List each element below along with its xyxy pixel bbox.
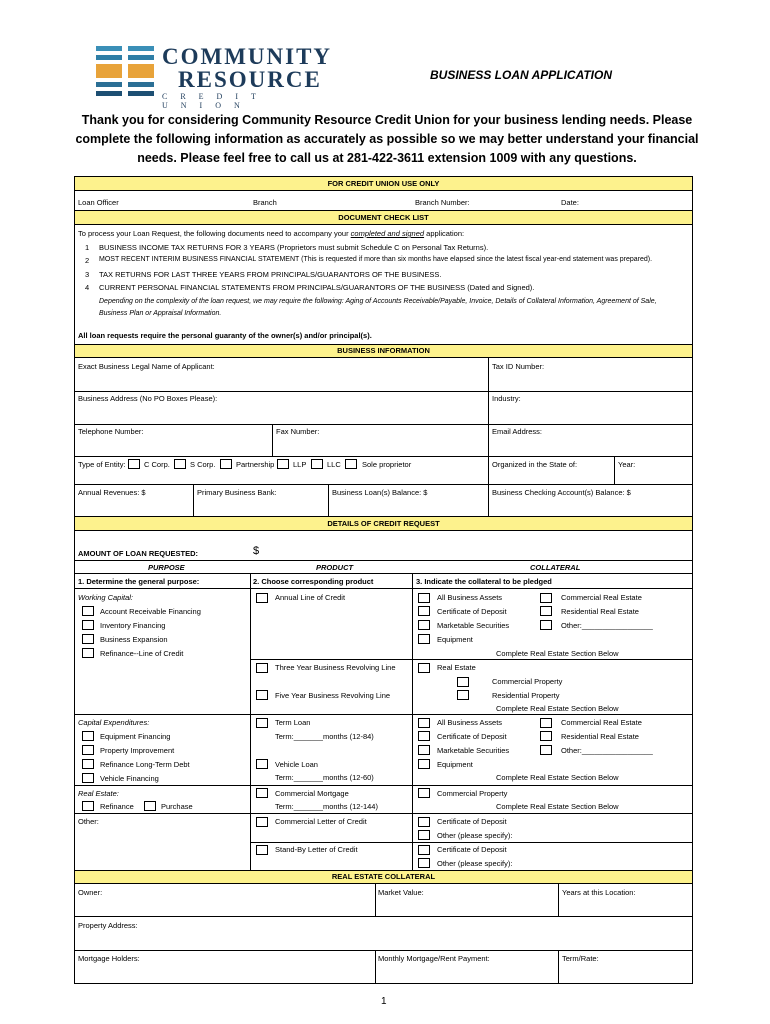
ccorp-checkbox[interactable] xyxy=(128,459,140,469)
loan-amount-field[interactable]: $ xyxy=(253,545,260,557)
commercial-loc-checkbox[interactable] xyxy=(256,817,268,827)
refinance-checkbox[interactable] xyxy=(82,801,94,811)
cd-checkbox[interactable] xyxy=(418,731,430,741)
doc-check-intro xyxy=(78,229,464,238)
fax-field[interactable]: Fax Number: xyxy=(276,427,320,436)
divider xyxy=(193,484,194,516)
business-info-header: BUSINESS INFORMATION xyxy=(74,344,693,358)
purchase-label: Purchase xyxy=(161,802,193,811)
wc-item-label: Business Expansion xyxy=(100,635,168,644)
doc-check-intro-emphasis: completed and signed xyxy=(350,229,425,238)
commercial-mortgage-label: Commercial Mortgage xyxy=(275,789,349,798)
cd-label: Certificate of Deposit xyxy=(437,845,507,854)
divider xyxy=(488,424,489,484)
logo-line3: CREDIT UNION xyxy=(162,92,269,110)
years-location-field[interactable]: Years at this Location: xyxy=(562,888,636,897)
working-capital-label: Working Capital: xyxy=(78,593,134,602)
divider xyxy=(614,456,615,484)
residential-re-checkbox[interactable] xyxy=(540,731,552,741)
email-field[interactable]: Email Address: xyxy=(492,427,543,436)
doc-item-num: 1 xyxy=(85,243,90,252)
sole-proprietor-checkbox[interactable] xyxy=(345,459,357,469)
real-estate-label: Real Estate xyxy=(437,663,476,672)
business-address-field[interactable]: Business Address (No PO Boxes Please): xyxy=(78,394,218,403)
other-specify-checkbox[interactable] xyxy=(418,858,430,868)
scorp-checkbox[interactable] xyxy=(174,459,186,469)
commercial-mortgage-checkbox[interactable] xyxy=(256,788,268,798)
collateral-label: Other:_________________ xyxy=(561,621,653,630)
annual-loc-label: Annual Line of Credit xyxy=(275,593,346,602)
checking-balance-field[interactable]: Business Checking Account(s) Balance: $ xyxy=(492,488,631,497)
other-purpose-label: Other: xyxy=(78,817,99,826)
logo xyxy=(96,44,346,110)
property-address-field[interactable]: Property Address: xyxy=(78,921,138,930)
divider xyxy=(250,574,251,870)
step2-label: 2. Choose corresponding product xyxy=(253,577,374,586)
five-year-line-label: Five Year Business Revolving Line xyxy=(275,691,391,700)
term-144-field[interactable]: Term:_______months (12-144) xyxy=(275,802,378,811)
other-collateral-checkbox[interactable] xyxy=(540,620,552,630)
divider xyxy=(558,884,559,916)
step1-label: 1. Determine the general purpose: xyxy=(78,577,200,586)
other-specify-label: Other (please specify): xyxy=(437,859,513,868)
industry-field[interactable]: Industry: xyxy=(492,394,521,403)
primary-bank-field[interactable]: Primary Business Bank: xyxy=(197,488,277,497)
mortgage-holders-field[interactable]: Mortgage Holders: xyxy=(78,954,140,963)
divider xyxy=(74,391,693,392)
refinance-label: Refinance xyxy=(100,802,134,811)
loans-balance-field[interactable]: Business Loan(s) Balance: $ xyxy=(332,488,428,497)
divider xyxy=(74,714,693,715)
annual-revenues-field[interactable]: Annual Revenues: $ xyxy=(78,488,146,497)
securities-checkbox[interactable] xyxy=(418,745,430,755)
divider xyxy=(250,659,693,660)
loan-officer-field[interactable]: Loan Officer xyxy=(78,198,119,207)
divider xyxy=(74,813,693,814)
real-estate-purpose-label: Real Estate: xyxy=(78,789,119,798)
divider xyxy=(375,884,376,916)
commercial-loc-label: Commercial Letter of Credit xyxy=(275,817,367,826)
commercial-property-collateral-checkbox[interactable] xyxy=(418,788,430,798)
page-number: 1 xyxy=(381,996,387,1007)
collateral-label: Commercial Real Estate xyxy=(561,593,642,602)
llp-checkbox[interactable] xyxy=(277,459,289,469)
vehicle-loan-label: Vehicle Loan xyxy=(275,760,318,769)
loan-amount-label: AMOUNT OF LOAN REQUESTED: xyxy=(78,549,198,558)
entity-type-label: Type of Entity: xyxy=(78,460,126,469)
cd-checkbox[interactable] xyxy=(418,845,430,855)
collateral-label: Certificate of Deposit xyxy=(437,732,507,741)
divider xyxy=(250,842,693,843)
market-value-field[interactable]: Market Value: xyxy=(378,888,424,897)
telephone-field[interactable]: Telephone Number: xyxy=(78,427,144,436)
col-product: PRODUCT xyxy=(316,563,354,572)
divider xyxy=(412,574,413,870)
collateral-label: Residential Real Estate xyxy=(561,607,639,616)
purchase-checkbox[interactable] xyxy=(144,801,156,811)
complete-re-note: Complete Real Estate Section Below xyxy=(496,649,619,658)
col-collateral: COLLATERAL xyxy=(530,563,581,572)
equipment-checkbox[interactable] xyxy=(418,759,430,769)
commercial-property-collateral-label: Commercial Property xyxy=(437,789,508,798)
equipment-financing-checkbox[interactable] xyxy=(82,731,94,741)
real-estate-checkbox[interactable] xyxy=(418,663,430,673)
doc-item-num: 2 xyxy=(85,256,90,265)
other-specify-checkbox[interactable] xyxy=(418,830,430,840)
doc-check-intro-post: application: xyxy=(426,229,465,238)
property-improvement-checkbox[interactable] xyxy=(82,745,94,755)
ar-financing-checkbox[interactable] xyxy=(82,606,94,616)
credit-request-header: DETAILS OF CREDIT REQUEST xyxy=(74,516,693,531)
securities-checkbox[interactable] xyxy=(418,620,430,630)
commercial-re-checkbox[interactable] xyxy=(540,593,552,603)
standby-loc-checkbox[interactable] xyxy=(256,845,268,855)
llc-checkbox[interactable] xyxy=(311,459,323,469)
entity-option-label: C Corp. xyxy=(144,460,170,469)
commercial-property-label: Commercial Property xyxy=(492,677,563,686)
complete-re-note: Complete Real Estate Section Below xyxy=(496,704,619,713)
logo-line1: COMMUNITY xyxy=(162,44,333,69)
collateral-label: All Business Assets xyxy=(437,593,503,602)
five-year-line-checkbox[interactable] xyxy=(256,690,268,700)
entity-option-label: Partnership xyxy=(236,460,275,469)
organized-state-field[interactable]: Organized in the State of: xyxy=(492,460,578,469)
divider xyxy=(74,424,693,425)
term-loan-label: Term Loan xyxy=(275,718,311,727)
complete-re-note: Complete Real Estate Section Below xyxy=(496,773,619,782)
three-year-line-checkbox[interactable] xyxy=(256,663,268,673)
other-specify-label: Other (please specify): xyxy=(437,831,513,840)
divider xyxy=(272,424,273,456)
doc-item-num: 4 xyxy=(85,283,90,292)
capex-item-label: Refinance Long-Term Debt xyxy=(100,760,190,769)
branch-number-field[interactable]: Branch Number: xyxy=(415,198,470,207)
commercial-property-checkbox[interactable] xyxy=(457,677,469,687)
three-year-line-label: Three Year Business Revolving Line xyxy=(275,663,396,672)
collateral-label: Marketable Securities xyxy=(437,621,510,630)
doc-item-num: 3 xyxy=(85,270,90,279)
annual-loc-checkbox[interactable] xyxy=(256,593,268,603)
inventory-financing-checkbox[interactable] xyxy=(82,620,94,630)
collateral-label: All Business Assets xyxy=(437,718,503,727)
wc-item-label: Account Receivable Financing xyxy=(100,607,201,616)
term-loan-checkbox[interactable] xyxy=(256,718,268,728)
divider xyxy=(74,456,693,457)
col-purpose: PURPOSE xyxy=(148,563,185,572)
divider xyxy=(74,916,693,917)
capex-item-label: Equipment Financing xyxy=(100,732,171,741)
guaranty-note: All loan requests require the personal guaranty of the owner(s) and/or principal(s). xyxy=(78,331,372,340)
intro-paragraph: Thank you for considering Community Resource Credit Union for your business lending needs. Please complete the following information as accurately as possible so we may better understand your financial needs. Please feel free to call us at 281-422-3611 extension 1009 with any questions. xyxy=(75,113,699,165)
capex-item-label: Property Improvement xyxy=(100,746,175,755)
collateral-label: Residential Real Estate xyxy=(561,732,639,741)
branch-field[interactable]: Branch xyxy=(253,198,277,207)
collateral-label: Commercial Real Estate xyxy=(561,718,642,727)
commercial-re-checkbox[interactable] xyxy=(540,718,552,728)
doc-item: CURRENT PERSONAL FINANCIAL STATEMENTS FROM PRINCIPALS/GUARANTORS OF THE BUSINESS (Dated and Signed). xyxy=(99,283,535,292)
divider xyxy=(488,484,489,516)
vehicle-financing-checkbox[interactable] xyxy=(82,773,94,783)
monthly-payment-field[interactable]: Monthly Mortgage/Rent Payment: xyxy=(378,954,490,963)
entity-option-label: Sole proprietor xyxy=(362,460,412,469)
divider xyxy=(74,484,693,485)
vehicle-loan-checkbox[interactable] xyxy=(256,759,268,769)
legal-name-field[interactable]: Exact Business Legal Name of Applicant: xyxy=(78,362,215,371)
doc-item: MOST RECENT INTERIM BUSINESS FINANCIAL STATEMENT (This is requested if more than six months have elapsed since the latest fiscal year-end statement was prepared). xyxy=(99,256,653,263)
divider xyxy=(74,588,693,589)
re-collateral-header: REAL ESTATE COLLATERAL xyxy=(74,870,693,884)
collateral-label: Marketable Securities xyxy=(437,746,510,755)
cd-checkbox[interactable] xyxy=(418,606,430,616)
divider xyxy=(74,785,693,786)
residential-property-label: Residential Property xyxy=(492,691,560,700)
tax-id-field[interactable]: Tax ID Number: xyxy=(492,362,545,371)
doc-item: BUSINESS INCOME TAX RETURNS FOR 3 YEARS (Proprietors must submit Schedule C on Personal Tax Returns). xyxy=(99,243,489,252)
entity-option-label: LLC xyxy=(327,460,341,469)
year-field[interactable]: Year: xyxy=(618,460,636,469)
divider xyxy=(74,950,693,951)
document-title: BUSINESS LOAN APPLICATION xyxy=(430,68,613,82)
capex-label: Capital Expenditures: xyxy=(78,718,150,727)
collateral-label: Other:_________________ xyxy=(561,746,653,755)
refinance-ltd-checkbox[interactable] xyxy=(82,759,94,769)
step3-label: 3. Indicate the collateral to be pledged xyxy=(416,577,552,586)
divider xyxy=(328,484,329,516)
all-business-assets-checkbox[interactable] xyxy=(418,718,430,728)
refinance-loc-checkbox[interactable] xyxy=(82,648,94,658)
complete-re-note: Complete Real Estate Section Below xyxy=(496,802,619,811)
collateral-label: Equipment xyxy=(437,760,473,769)
residential-property-checkbox[interactable] xyxy=(457,690,469,700)
capex-item-label: Vehicle Financing xyxy=(100,774,159,783)
term-84-field[interactable]: Term:_______months (12-84) xyxy=(275,732,374,741)
residential-re-checkbox[interactable] xyxy=(540,606,552,616)
doc-checklist-header: DOCUMENT CHECK LIST xyxy=(74,210,693,225)
equipment-checkbox[interactable] xyxy=(418,634,430,644)
owner-field[interactable]: Owner: xyxy=(78,888,103,897)
all-business-assets-checkbox[interactable] xyxy=(418,593,430,603)
logo-icon xyxy=(96,44,156,100)
doc-check-intro-pre: To process your Loan Request, the following documents need to accompany your xyxy=(78,229,349,238)
business-expansion-checkbox[interactable] xyxy=(82,634,94,644)
doc-note-line1: Depending on the complexity of the loan request, we may require the following: Aging of Accounts Receivable/Payable, Invoice, Details of Collateral Information, Agreement of Sale, xyxy=(99,298,657,305)
cu-only-header: FOR CREDIT UNION USE ONLY xyxy=(74,176,693,191)
term-rate-field[interactable]: Term/Rate: xyxy=(562,954,599,963)
entity-option-label: S Corp. xyxy=(190,460,216,469)
collateral-label: Equipment xyxy=(437,635,473,644)
doc-note-line2: Business Plan or Appraisal Information. xyxy=(99,310,222,317)
divider xyxy=(558,950,559,984)
cd-label: Certificate of Deposit xyxy=(437,817,507,826)
other-collateral-checkbox[interactable] xyxy=(540,745,552,755)
term-60-field[interactable]: Term:_______months (12-60) xyxy=(275,773,374,782)
standby-loc-label: Stand-By Letter of Credit xyxy=(275,845,358,854)
partnership-checkbox[interactable] xyxy=(220,459,232,469)
divider xyxy=(375,950,376,984)
doc-item: TAX RETURNS FOR LAST THREE YEARS FROM PRINCIPALS/GUARANTORS OF THE BUSINESS. xyxy=(99,270,442,279)
wc-item-label: Refinance--Line of Credit xyxy=(100,649,184,658)
date-field[interactable]: Date: xyxy=(561,198,579,207)
cd-checkbox[interactable] xyxy=(418,817,430,827)
wc-item-label: Inventory Financing xyxy=(100,621,166,630)
entity-option-label: LLP xyxy=(293,460,307,469)
logo-line2: RESOURCE xyxy=(178,67,322,92)
collateral-label: Certificate of Deposit xyxy=(437,607,507,616)
